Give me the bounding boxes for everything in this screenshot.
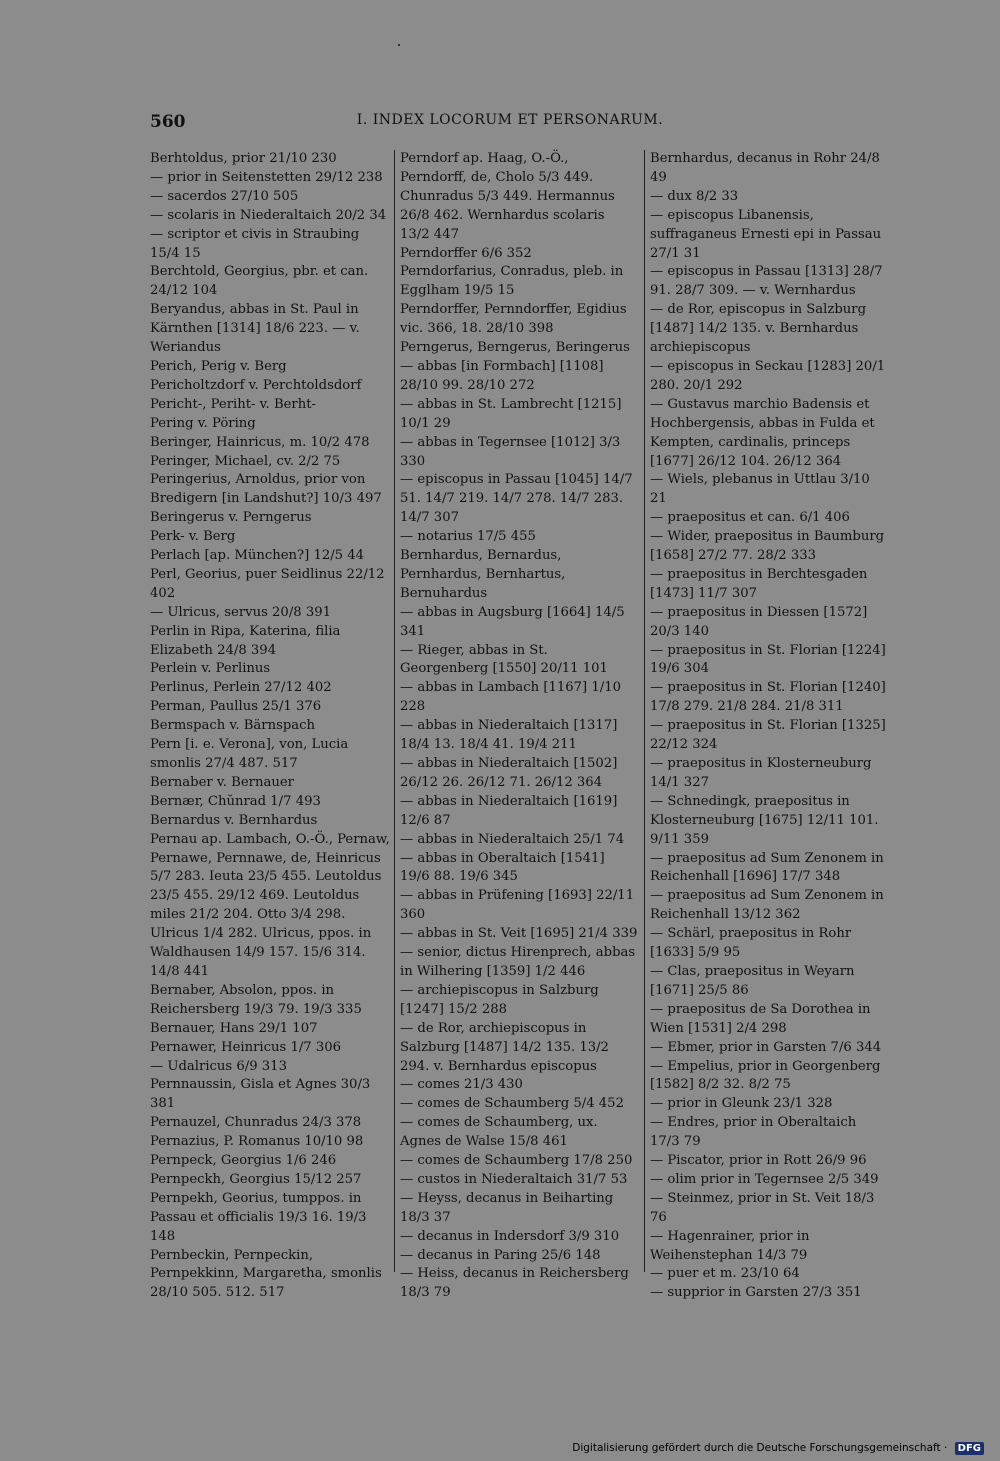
index-entry: — abbas in Niederaltaich [1317] 18/4 13. 18/4 41. 19/4 211 bbox=[400, 718, 618, 753]
index-entry: — scolaris in Niederaltaich 20/2 34 bbox=[150, 207, 387, 223]
index-entry: — Hagenrainer, prior in Weihenstephan 14/3 79 bbox=[650, 1228, 810, 1263]
index-entry: — prior in Seitenstetten 29/12 238 bbox=[150, 169, 383, 185]
index-entry: Perlin in Ripa, Katerina, filia Elizabeth 24/8 394 bbox=[150, 623, 341, 658]
index-entry: Perndorffer, Pernndorffer, Egidius vic. 366, 18. 28/10 398 bbox=[400, 302, 627, 337]
index-entry: Beryandus, abbas in St. Paul in Kärnthen [1314] 18/6 223. — v. Weriandus bbox=[150, 302, 360, 356]
index-entry: — episcopus in Seckau [1283] 20/1 280. 20/1 292 bbox=[650, 358, 886, 393]
index-entry: Perman, Paullus 25/1 376 bbox=[150, 699, 322, 715]
index-entry: Perlein v. Perlinus bbox=[150, 661, 271, 677]
index-entry: — Gustavus marchio Badensis et Hochbergensis, abbas in Fulda et Kempten, cardinalis, princeps [1677] 26/12 104. 26/12 364 bbox=[650, 396, 875, 469]
index-entry: — puer et m. 23/10 64 bbox=[650, 1266, 800, 1282]
index-entry: Pernau ap. Lambach, O.-Ö., Pernaw, Pernawe, Pernnawe, de, Heinricus 5/7 283. Ieuta 23/5 455. Leutoldus 23/5 455. 29/12 469. Leutoldus miles 21/2 204. Otto 3/4 298. Ulricus 1/4 282. Ulricus, ppos. in Waldhausen 14/9 157. 15/6 314. 14/8 441 bbox=[150, 831, 390, 979]
index-entry: Bernhardus, Bernardus, Pernhardus, Bernhartus, Bernuhardus bbox=[400, 548, 566, 601]
index-entry: Berchtold, Georgius, pbr. et can. 24/12 104 bbox=[150, 264, 369, 299]
index-column-2 bbox=[400, 150, 638, 1303]
index-entry: — abbas in Niederaltaich [1502] 26/12 26. 26/12 71. 26/12 364 bbox=[400, 756, 618, 790]
index-entry: — abbas in Prüfening [1693] 22/11 360 bbox=[400, 888, 635, 923]
page-number: 560 bbox=[150, 112, 186, 132]
index-entry: Bernær, Chŭnrad 1/7 493 bbox=[150, 793, 321, 809]
column-rule-right bbox=[644, 150, 645, 1272]
index-entry: — comes de Schaumberg, ux. Agnes de Walse 15/8 461 bbox=[400, 1115, 598, 1150]
index-entry: Bernauer, Hans 29/1 107 bbox=[150, 1020, 318, 1036]
index-entry: — supprior in Garsten 27/3 351 bbox=[650, 1285, 862, 1301]
index-entry: Beringer, Hainricus, m. 10/2 478 bbox=[150, 434, 370, 450]
index-entry: Peringer, Michael, cv. 2/2 75 bbox=[150, 453, 341, 469]
index-entry: — abbas in Lambach [1167] 1/10 228 bbox=[400, 680, 622, 715]
index-column-1 bbox=[150, 150, 390, 1303]
index-entry: — praepositus et can. 6/1 406 bbox=[650, 510, 850, 526]
index-entry: — sacerdos 27/10 505 bbox=[150, 188, 299, 204]
column-rule-left bbox=[394, 150, 395, 1272]
index-entry: — episcopus in Passau [1313] 28/7 91. 28/7 309. — v. Wernhardus bbox=[650, 264, 883, 299]
index-entry: Pern [i. e. Verona], von, Lucia smonlis 27/4 487. 517 bbox=[150, 737, 349, 771]
index-entry: — Rieger, abbas in St. Georgenberg [1550] 20/11 101 bbox=[400, 642, 608, 677]
index-entry: Beringerus v. Perngerus bbox=[150, 510, 312, 526]
index-entry: — notarius 17/5 455 bbox=[400, 529, 536, 545]
index-entry: — Udalricus 6/9 313 bbox=[150, 1058, 287, 1074]
index-entry: — Empelius, prior in Georgenberg [1582] 8/2 32. 8/2 75 bbox=[650, 1058, 881, 1093]
index-entry: Pernauzel, Chunradus 24/3 378 bbox=[150, 1115, 362, 1131]
index-entry: Bernaber v. Bernauer bbox=[150, 774, 294, 790]
index-entry: — abbas in Niederaltaich 25/1 74 bbox=[400, 831, 625, 847]
running-head: I. INDEX LOCORUM ET PERSONARUM. bbox=[356, 112, 664, 128]
index-entry: Pernpeck, Georgius 1/6 246 bbox=[150, 1153, 337, 1169]
index-entry: Perndorf ap. Haag, O.-Ö., Perndorff, de, Cholo 5/3 449. Chunradus 5/3 449. Hermannus 26/8 462. Wernhardus scolaris 13/2 447 bbox=[400, 151, 615, 242]
index-entry: Perndorfarius, Conradus, pleb. in Egglham 19/5 15 bbox=[400, 264, 624, 299]
index-entry: — decanus in Paring 25/6 148 bbox=[400, 1247, 601, 1263]
index-entry: — Heyss, decanus in Beiharting 18/3 37 bbox=[400, 1190, 614, 1225]
index-entry: — abbas in St. Lambrecht [1215] 10/1 29 bbox=[400, 396, 622, 431]
index-entry: — de Ror, episcopus in Salzburg [1487] 14/2 135. v. Bernhardus archiepiscopus bbox=[650, 302, 867, 356]
index-entry: Perl, Georius, puer Seidlinus 22/12 402 bbox=[150, 566, 385, 601]
footer-text: Digitalisierung gefördert durch die Deutsche Forschungsgemeinschaft bbox=[572, 1442, 941, 1454]
index-entry: Perndorffer 6/6 352 bbox=[400, 245, 532, 261]
index-entry: — comes de Schaumberg 17/8 250 bbox=[400, 1153, 633, 1169]
index-entry: — abbas in St. Veit [1695] 21/4 339 bbox=[400, 926, 638, 942]
index-entry: — praepositus in St. Florian [1240] 17/8 279. 21/8 284. 21/8 311 bbox=[650, 680, 886, 715]
index-entry: — Clas, praepositus in Weyarn [1671] 25/5 86 bbox=[650, 963, 855, 998]
index-entry: — olim prior in Tegernsee 2/5 349 bbox=[650, 1171, 879, 1187]
index-entry: — abbas in Oberaltaich [1541] 19/6 88. 19/6 345 bbox=[400, 850, 605, 885]
index-entry: — episcopus Libanensis, suffraganeus Ernesti epi in Passau 27/1 31 bbox=[650, 207, 882, 261]
index-entry: — praepositus in St. Florian [1325] 22/12 324 bbox=[650, 718, 886, 753]
index-entry: — senior, dictus Hirenprech, abbas in Wilhering [1359] 1/2 446 bbox=[400, 945, 636, 979]
index-entry: — prior in Gleunk 23/1 328 bbox=[650, 1096, 833, 1112]
index-entry: — praepositus de Sa Dorothea in Wien [1531] 2/4 298 bbox=[650, 1001, 871, 1036]
index-entry: — Ulricus, servus 20/8 391 bbox=[150, 604, 332, 620]
footer: Digitalisierung gefördert durch die Deutsche Forschungsgemeinschaft · DFG bbox=[572, 1442, 984, 1455]
index-entry: Pering v. Pöring bbox=[150, 415, 256, 431]
index-entry: — Heiss, decanus in Reichersberg 18/3 79 bbox=[400, 1266, 629, 1301]
index-entry: Perngerus, Berngerus, Beringerus bbox=[400, 340, 630, 356]
index-entry: — abbas [in Formbach] [1108] 28/10 99. 28/10 272 bbox=[400, 358, 604, 393]
index-entry: — scriptor et civis in Straubing 15/4 15 bbox=[150, 226, 360, 261]
index-entry: — praepositus in Berchtesgaden [1473] 11/7 307 bbox=[650, 566, 868, 601]
index-entry: — decanus in Indersdorf 3/9 310 bbox=[400, 1228, 620, 1244]
index-entry: — abbas in Augsburg [1664] 14/5 341 bbox=[400, 604, 625, 639]
index-entry: — abbas in Niederaltaich [1619] 12/6 87 bbox=[400, 793, 618, 828]
index-entry: Pernawer, Heinricus 1/7 306 bbox=[150, 1039, 342, 1055]
index-entry: Bermspach v. Bärnspach bbox=[150, 718, 316, 734]
index-entry: — archiepiscopus in Salzburg [1247] 15/2 288 bbox=[400, 982, 599, 1017]
index-entry: Pericht-, Periht- v. Berht- bbox=[150, 396, 316, 412]
index-entry: — dux 8/2 33 bbox=[650, 188, 739, 204]
index-entry: — praepositus ad Sum Zenonem in Reichenhall 13/12 362 bbox=[650, 888, 884, 923]
index-entry: Perlinus, Perlein 27/12 402 bbox=[150, 680, 332, 696]
index-entry: — Schärl, praepositus in Rohr [1633] 5/9 95 bbox=[650, 926, 852, 961]
index-entry: Pernpeckh, Georgius 15/12 257 bbox=[150, 1171, 362, 1187]
index-entry: — custos in Niederaltaich 31/7 53 bbox=[400, 1171, 628, 1187]
index-entry: — Wiels, plebanus in Uttlau 3/10 21 bbox=[650, 472, 870, 507]
index-entry: — de Ror, archiepiscopus in Salzburg [1487] 14/2 135. 13/2 294. v. Bernhardus episcopus bbox=[400, 1020, 609, 1074]
index-entry: — abbas in Tegernsee [1012] 3/3 330 bbox=[400, 434, 621, 469]
index-entry: — Schnedingk, praepositus in Klosterneuburg [1675] 12/11 101. 9/11 359 bbox=[650, 793, 879, 847]
index-entry: — Ebmer, prior in Garsten 7/6 344 bbox=[650, 1039, 882, 1055]
index-entry: Berhtoldus, prior 21/10 230 bbox=[150, 151, 337, 166]
scan-speck bbox=[398, 44, 400, 46]
index-entry: Pernnaussin, Gisla et Agnes 30/3 381 bbox=[150, 1077, 371, 1112]
index-entry: Bernhardus, decanus in Rohr 24/8 49 bbox=[650, 151, 880, 185]
index-entry: — Steinmez, prior in St. Veit 18/3 76 bbox=[650, 1190, 875, 1225]
index-entry: — praepositus in Diessen [1572] 20/3 140 bbox=[650, 604, 868, 639]
index-column-3 bbox=[650, 150, 888, 1303]
index-entry: — Piscator, prior in Rott 26/9 96 bbox=[650, 1153, 867, 1169]
index-entry: — praepositus in Klosterneuburg 14/1 327 bbox=[650, 756, 872, 790]
index-entry: Pernbeckin, Pernpeckin, Pernpekkinn, Margaretha, smonlis 28/10 505. 512. 517 bbox=[150, 1247, 382, 1301]
index-entry: — praepositus in St. Florian [1224] 19/6 304 bbox=[650, 642, 886, 677]
index-entry: — Wider, praepositus in Baumburg [1658] 27/2 77. 28/2 333 bbox=[650, 529, 885, 564]
index-entry: Perlach [ap. München?] 12/5 44 bbox=[150, 548, 365, 564]
index-entry: Pernpekh, Georius, tumppos. in Passau et officialis 19/3 16. 19/3 148 bbox=[150, 1190, 367, 1244]
dfg-logo: DFG bbox=[955, 1442, 984, 1455]
index-entry: — praepositus ad Sum Zenonem in Reichenhall [1696] 17/7 348 bbox=[650, 850, 884, 885]
index-entry: — Endres, prior in Oberaltaich 17/3 79 bbox=[650, 1115, 857, 1150]
index-entry: — episcopus in Passau [1045] 14/7 51. 14/7 219. 14/7 278. 14/7 283. 14/7 307 bbox=[400, 472, 633, 526]
index-entry: Bernaber, Absolon, ppos. in Reichersberg 19/3 79. 19/3 335 bbox=[150, 982, 362, 1017]
index-entry: Peringerius, Arnoldus, prior von Bredigern [in Landshut?] 10/3 497 bbox=[150, 472, 382, 507]
index-entry: Perk- v. Berg bbox=[150, 529, 236, 545]
index-entry: — comes de Schaumberg 5/4 452 bbox=[400, 1096, 624, 1112]
index-entry: Perich, Perig v. Berg bbox=[150, 358, 287, 374]
index-entry: Pernazius, P. Romanus 10/10 98 bbox=[150, 1134, 364, 1150]
index-entry: Pericholtzdorf v. Perchtoldsdorf bbox=[150, 377, 362, 393]
index-entry: — comes 21/3 430 bbox=[400, 1077, 523, 1093]
index-entry: Bernardus v. Bernhardus bbox=[150, 812, 318, 828]
